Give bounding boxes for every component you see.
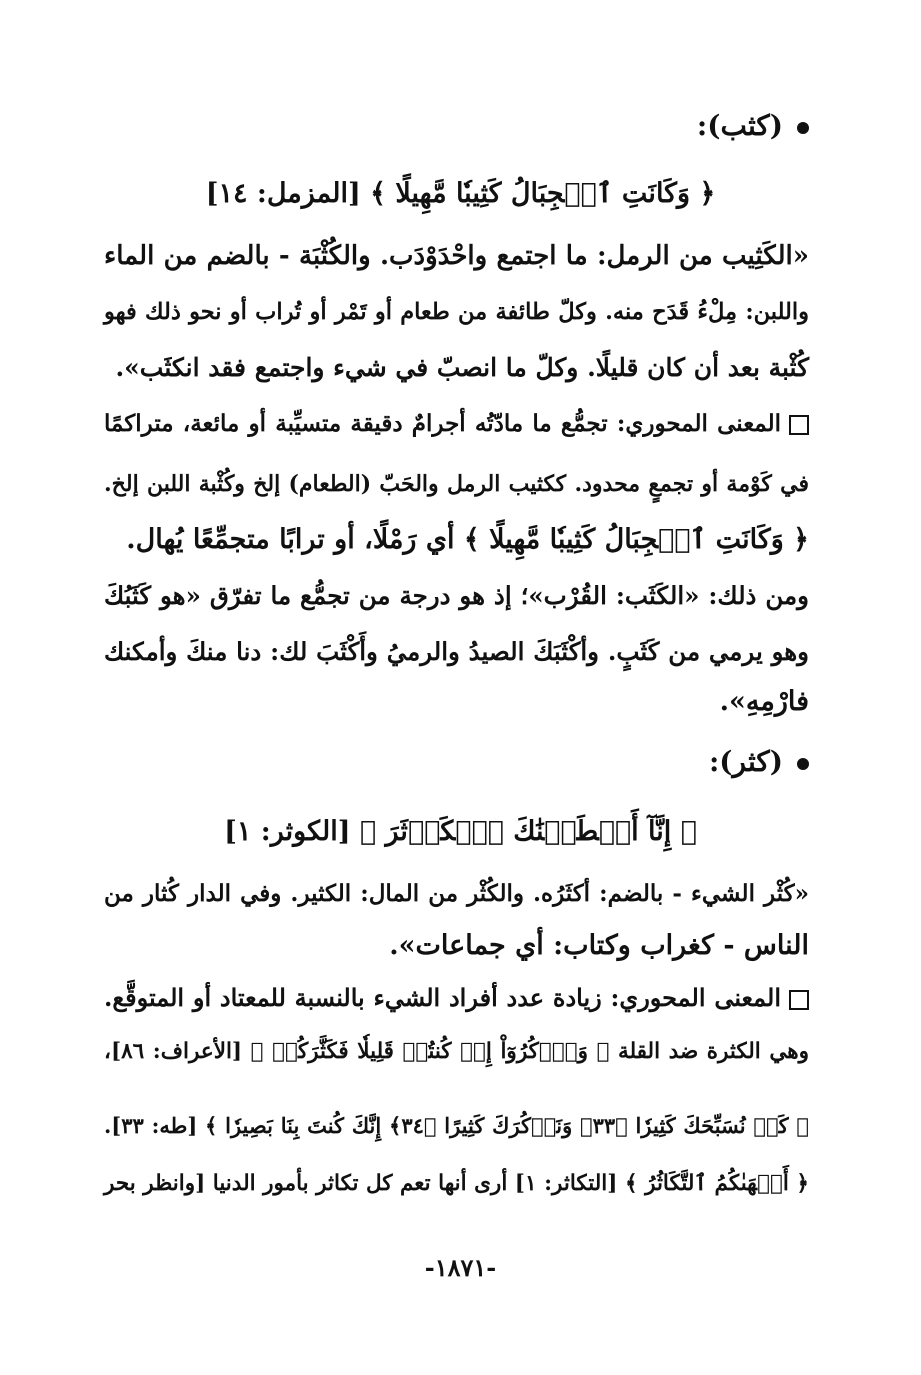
paragraph-line: ومن ذلك: «الكَثَب: القُرْب»؛ إذ هو درجة من تجمُّع ما تفرّق «هو كَثَبُكَ (104, 581, 809, 610)
page-number: -١٨٧١- (424, 1253, 497, 1282)
section-heading-kathab (697, 106, 809, 146)
core-meaning-line (104, 404, 809, 444)
paragraph-line: الناس - كغراب وكتاب: أي جماعات». (389, 930, 809, 961)
core-meaning-text: المعنى المحوري: تجمُّع ما مادّتُه أجرامٌ دقيقة متسيِّبة أو مائعة، متراكمًا (104, 410, 781, 437)
paragraph-line: «كُثْر الشيء - بالضم: أكثَرُه. والكُثْر من المال: الكثير. وفي الدار كُثار من (104, 880, 809, 907)
paragraph-line: وهي الكثرة ضد القلة ﴿ وَٱذۡكُرُوٓاْ إِذۡ كُنتُمۡ قَلِيلٗا فَكَثَّرَكُمۡ ﴾ [الأعراف: ٨٦]، (104, 1039, 809, 1064)
paragraph-line: ﴿ وَكَانَتِ ٱلۡجِبَالُ كَثِيبٗا مَّهِيلًا ﴾ أي رَمْلًا، أو ترابًا متجمِّعًا يُهال. (126, 524, 809, 555)
paragraph-line: ﴿ كَيۡ نُسَبِّحَكَ كَثِيرٗا ﴿٣٣﴾ وَنَذۡكُرَكَ كَثِيرًا ﴿٣٤﴾ إِنَّكَ كُنتَ بِنَا بَصِيرٗا ﴾ [طه: ٣٣]. (104, 1113, 809, 1138)
core-meaning-line (104, 978, 809, 1018)
paragraph-line: كُثْبة بعد أن كان قليلًا. وكلّ ما انصبّ في شيء واجتمع فقد انكثَب». (115, 353, 809, 382)
quran-verse: ﴿ إِنَّآ أَعۡطَيۡنَٰكَ ٱلۡكَوۡثَرَ ﴾ [الكوثر: ١] (224, 816, 697, 847)
paragraph-line: فارْمِهِ». (719, 686, 809, 717)
quran-verse: ﴿ وَكَانَتِ ٱلۡجِبَالُ كَثِيبٗا مَّهِيلًا ﴾ [المزمل: ١٤] (205, 178, 716, 209)
paragraph-line: ﴿ أَلۡهَىٰكُمُ ٱلتَّكَاثُرُ ﴾ [التكاثر: ١] أرى أنها تعم كل تكاثر بأمور الدنيا [وانظر بحر (104, 1171, 809, 1196)
square-icon (789, 415, 809, 435)
paragraph-line: «الكَثِيب من الرمل: ما اجتمع واحْدَوْدَب. والكُثْبَة - بالضم من الماء (104, 241, 809, 271)
heading-text: (كثب): (696, 109, 783, 142)
section-heading-kathar (709, 742, 809, 782)
paragraph-line: في كَوْمة أو تجمعٍ محدود. ككثيب الرمل والحَبّ (الطعام) إلخ وكُثْبة اللبن إلخ. (104, 471, 809, 497)
square-icon (789, 990, 809, 1010)
core-meaning-text: المعنى المحوري: زيادة عدد أفراد الشيء بالنسبة للمعتاد أو المتوقَّع. (104, 983, 781, 1012)
paragraph-line: وهو يرمي من كَثَبٍ. وأكْثَبَكَ الصيدُ والرميُ وأَكْثَبَ لك: دنا منكَ وأمكنك (104, 637, 809, 666)
bullet-icon (797, 758, 809, 770)
heading-text: (كثر): (708, 745, 783, 778)
paragraph-line: واللبن: مِلْءُ قَدَح منه. وكلّ طائفة من طعام أو تَمْر أو تُراب أو نحو ذلك فهو (104, 299, 809, 325)
bullet-icon (797, 122, 809, 134)
